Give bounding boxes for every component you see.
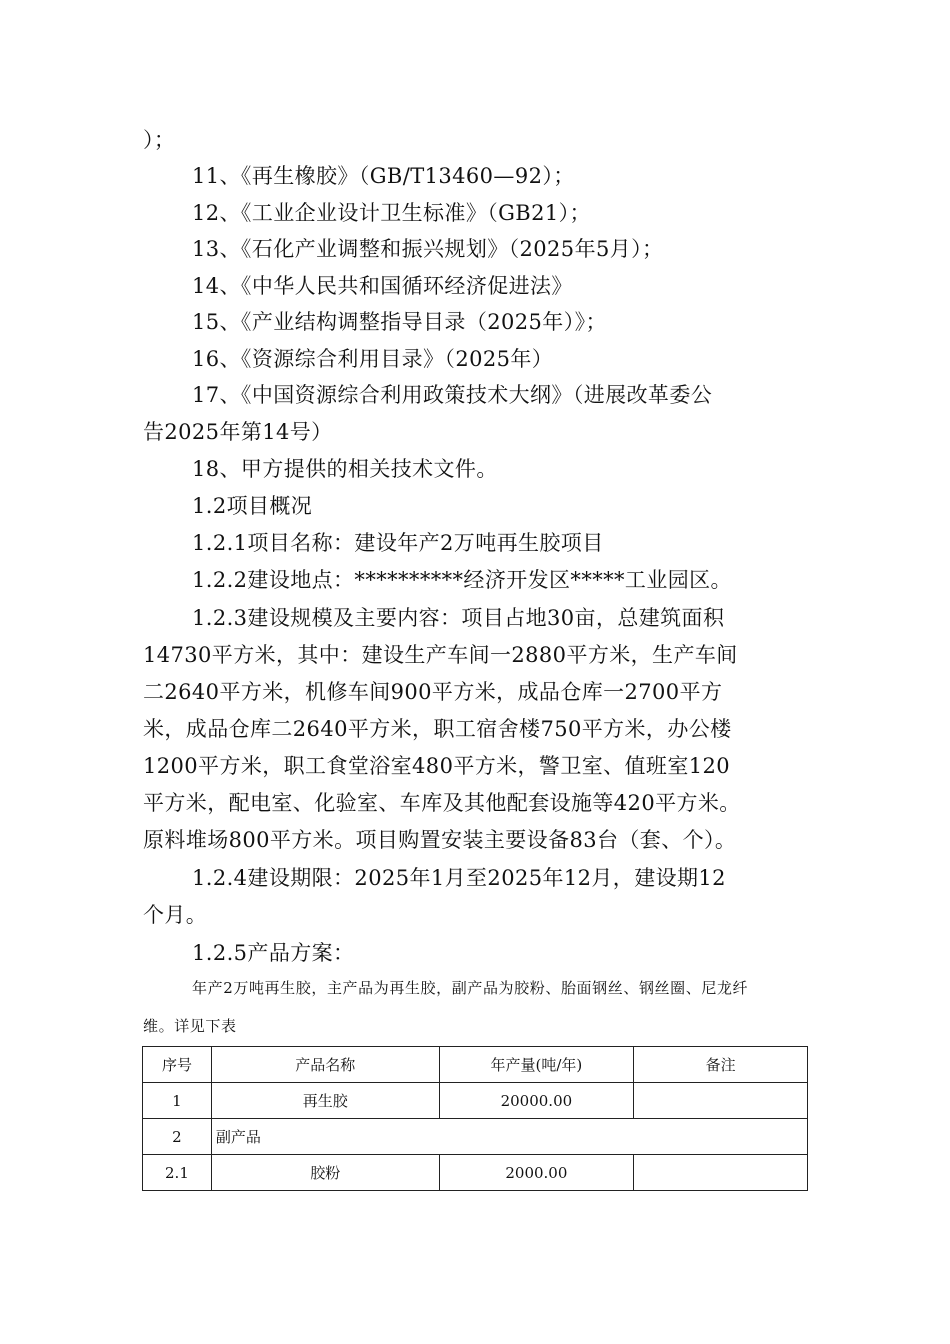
- text-line: ）；: [143, 128, 176, 152]
- header-cell: 备注: [634, 1047, 808, 1083]
- table-cell: 1: [143, 1083, 212, 1119]
- product-note-cont: 维。详见下表: [143, 1017, 237, 1035]
- header-cell: 年产量(吨/年): [439, 1047, 634, 1083]
- reference-item-18: 18、甲方提供的相关技术文件。: [192, 457, 498, 481]
- table-cell: 2: [143, 1119, 212, 1155]
- reference-item-13: 13、《石化产业调整和振兴规划》（2025年5月）；: [192, 237, 664, 261]
- table-row: [143, 1119, 808, 1155]
- table-cell: [634, 1155, 808, 1191]
- reference-item-14: 14、《中华人民共和国循环经济促进法》: [192, 274, 573, 298]
- project-scale-cont: 米，成品仓库二2640平方米，职工宿舍楼750平方米，办公楼: [143, 717, 732, 741]
- table-row: [143, 1155, 808, 1191]
- table-cell: 胶粉: [211, 1155, 439, 1191]
- reference-item-16: 16、《资源综合利用目录》（2025年）: [192, 347, 554, 371]
- project-scale-cont: 14730平方米，其中：建设生产车间一2880平方米，生产车间: [143, 643, 738, 667]
- table-row: [143, 1083, 808, 1119]
- header-cell: 产品名称: [211, 1047, 439, 1083]
- reference-item-11: 11、《再生橡胶》（GB/T13460—92）；: [192, 164, 575, 188]
- project-scale-cont: 平方米，配电室、化验室、车库及其他配套设施等420平方米。: [143, 791, 741, 815]
- table-cell: 副产品: [211, 1119, 807, 1155]
- project-location: 1.2.2建设地点：**********经济开发区*****工业园区。: [192, 568, 732, 592]
- reference-item-12: 12、《工业企业设计卫生标准》（GB21）；: [192, 201, 591, 225]
- project-name: 1.2.1项目名称：建设年产2万吨再生胶项目: [192, 531, 604, 555]
- product-note: 年产2万吨再生胶，主产品为再生胶，副产品为胶粉、胎面钢丝、钢丝圈、尼龙纤: [192, 979, 749, 997]
- table-cell: 20000.00: [439, 1083, 634, 1119]
- table-cell: 2000.00: [439, 1155, 634, 1191]
- table-cell: [634, 1083, 808, 1119]
- project-scale-cont: 二2640平方米，机修车间900平方米，成品仓库一2700平方: [143, 680, 723, 704]
- table-cell: 再生胶: [211, 1083, 439, 1119]
- table-cell: 2.1: [143, 1155, 212, 1191]
- header-cell: 序号: [143, 1047, 212, 1083]
- project-scale-cont: 原料堆场800平方米。项目购置安装主要设备83台（套、个）。: [143, 828, 737, 852]
- product-table: [142, 1046, 808, 1191]
- table-header-row: [143, 1047, 808, 1083]
- project-scale-cont: 1200平方米，职工食堂浴室480平方米，警卫室、值班室120: [143, 754, 731, 778]
- reference-item-17: 17、《中国资源综合利用政策技术大纲》（进展改革委公: [192, 383, 713, 407]
- reference-item-17-cont: 告2025年第14号）: [143, 420, 333, 444]
- project-period: 1.2.4建设期限：2025年1月至2025年12月，建设期12: [192, 866, 726, 890]
- section-heading: 1.2项目概况: [192, 494, 313, 518]
- reference-item-15: 15、《产业结构调整指导目录（2025年）》；: [192, 310, 607, 334]
- project-period-cont: 个月。: [143, 903, 208, 927]
- product-plan-heading: 1.2.5产品方案：: [192, 941, 355, 965]
- project-scale: 1.2.3建设规模及主要内容：项目占地30亩，总建筑面积: [192, 606, 725, 630]
